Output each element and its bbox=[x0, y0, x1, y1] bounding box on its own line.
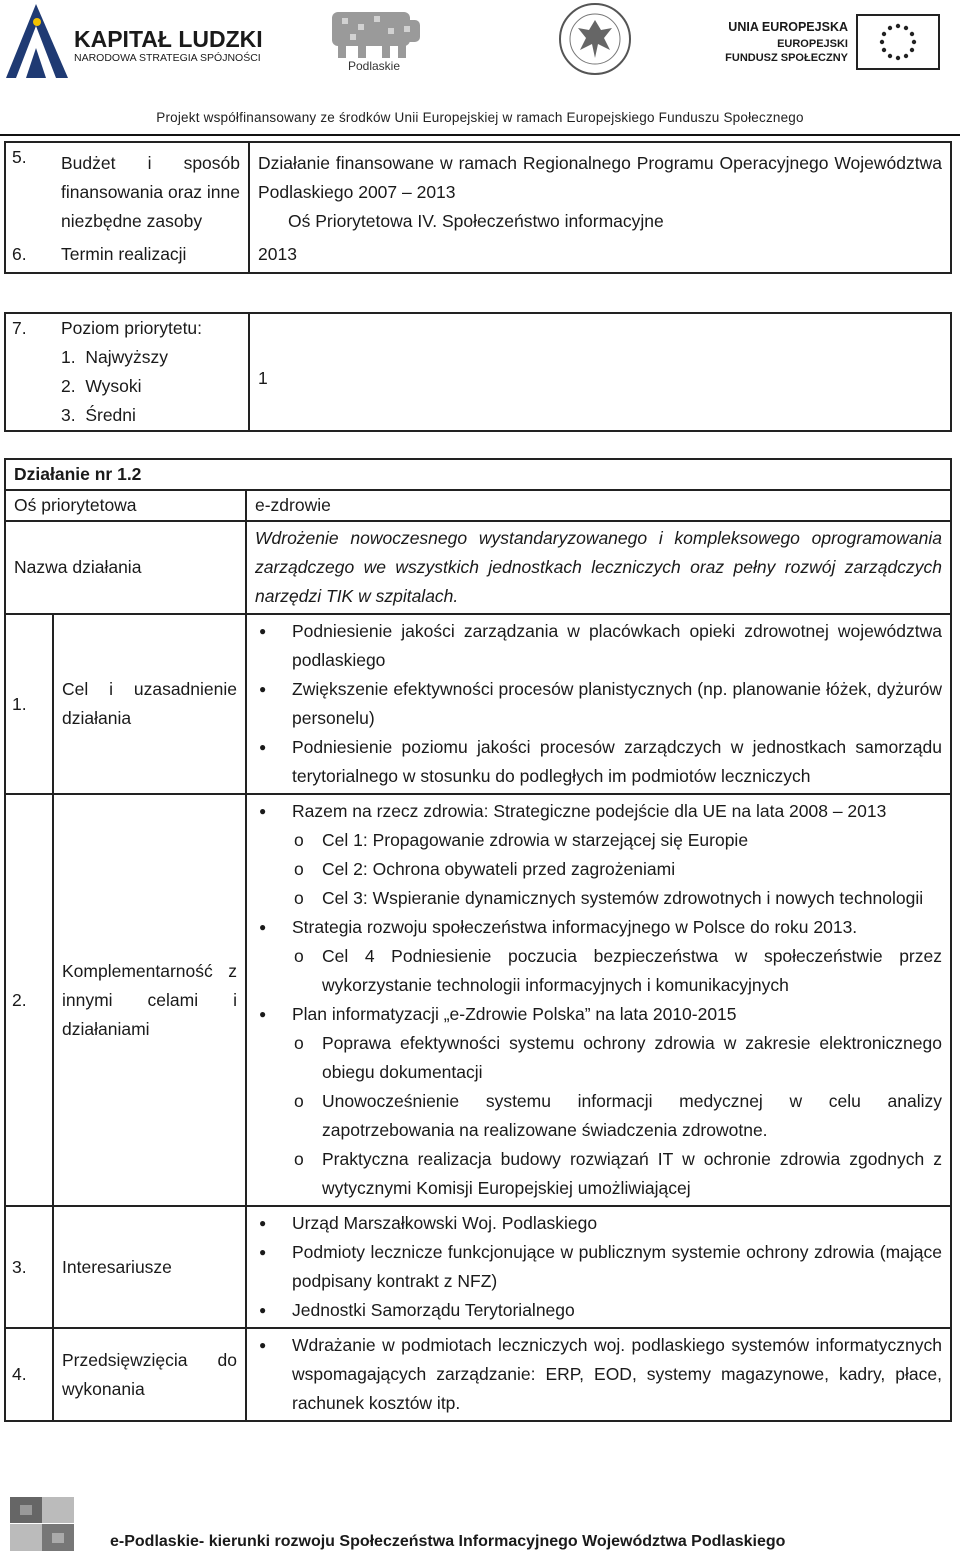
table-row bbox=[5, 614, 951, 794]
eu-line2: EUROPEJSKI bbox=[777, 38, 848, 50]
name-value: Wdrożenie nowoczesnego wystandaryzowanego i kompleksowego oprogramowania zarządczego we wszystkich jednostkach leczniczych oraz pełny rozwój zarządczych narzędzi TIK w szpitalach. bbox=[246, 521, 951, 614]
priority-label: Poziom priorytetu: bbox=[61, 318, 203, 338]
row-value: 2013 bbox=[249, 236, 951, 273]
kapital-ludzki-emblem-icon bbox=[6, 4, 68, 78]
axis-value: e-zdrowie bbox=[246, 490, 951, 521]
cofinancing-caption: Projekt współfinansowany ze środków Unii Europejskiej w ramach Europejskiego Funduszu Społecznego bbox=[156, 110, 804, 125]
sub-list-text: Praktyczna realizacja budowy rozwiązań IT w ochronie zdrowia zgodnych z wytycznymi Komisji Europejskiej umożliwiającej bbox=[322, 1149, 942, 1198]
table-row bbox=[5, 236, 951, 273]
sub-marker: o bbox=[294, 859, 304, 879]
row-label: Budżet i sposób finansowania oraz inne niezbędne zasoby bbox=[53, 142, 249, 236]
row-label: Komplementarność z innymi celami i działaniami bbox=[53, 794, 246, 1206]
sub-list-item bbox=[255, 855, 942, 884]
list-item: ● Zwiększenie efektywności procesów planistycznych (np. planowanie łóżek, dyżurów personelu) bbox=[255, 675, 942, 733]
sub-list-text: Cel 2: Ochrona obywateli przed zagrożeniami bbox=[322, 859, 676, 879]
sub-marker: o bbox=[294, 888, 304, 908]
sub-marker: o bbox=[294, 1149, 304, 1169]
budget-axis-text: Oś Priorytetowa IV. Społeczeństwo informacyjne bbox=[288, 211, 664, 231]
table-row bbox=[5, 794, 951, 1206]
row-number: 7. bbox=[5, 313, 53, 431]
sub-list-item bbox=[255, 826, 942, 855]
sub-list-item bbox=[255, 1145, 942, 1203]
sub-list-item bbox=[255, 1087, 942, 1145]
footer-text: e-Podlaskie- kierunki rozwoju Społeczeństwa Informacyjnego Województwa Podlaskiego bbox=[110, 1533, 786, 1550]
row-number: 1. bbox=[5, 614, 53, 794]
priority-option: 1. Najwyższy bbox=[61, 347, 168, 367]
budget-text: Działanie finansowane w ramach Regionalnego Programu Operacyjnego Województwa Podlaskiego 2007 – 2013 bbox=[258, 153, 942, 202]
row-label: Termin realizacji bbox=[53, 236, 249, 273]
table-row bbox=[5, 1328, 951, 1421]
row-content bbox=[246, 614, 951, 794]
row-label: Przedsięwzięcia do wykonania bbox=[53, 1328, 246, 1421]
sub-marker: o bbox=[294, 1091, 304, 1111]
action-table bbox=[4, 458, 952, 1422]
row-content bbox=[246, 1206, 951, 1328]
sub-list-item bbox=[255, 884, 942, 913]
sub-list-text: Cel 1: Propagowanie zdrowia w starzejącej się Europie bbox=[322, 830, 749, 850]
list-item: ● Wdrażanie w podmiotach leczniczych woj. podlaskiego systemów informatycznych wspomagających zarządzanie: ERP, EOD, systemy magazynowe, kadry, płace, rachunek kosztów itp. bbox=[255, 1331, 942, 1418]
table-row bbox=[5, 521, 951, 614]
eu-flag-icon bbox=[856, 14, 940, 70]
list-item: ● Podmioty lecznicze funkcjonujące w publicznym systemie ochrony zdrowia (mające podpisany kontrakt z NFZ) bbox=[255, 1238, 942, 1296]
row-content bbox=[246, 794, 951, 1206]
eu-line1: UNIA EUROPEJSKA bbox=[728, 20, 848, 34]
sub-list-text: Cel 4 Podniesienie poczucia bezpieczeństwa w społeczeństwie przez wykorzystanie technologii informacyjnych i komunikacyjnych bbox=[322, 946, 942, 995]
priority-option: 3. Średni bbox=[61, 405, 136, 425]
eu-line3: FUNDUSZ SPOŁECZNY bbox=[725, 52, 848, 64]
sub-list-item bbox=[255, 942, 942, 1000]
podlaskie-logo bbox=[318, 4, 430, 74]
row-number: 2. bbox=[5, 794, 53, 1206]
sub-list-text: Poprawa efektywności systemu ochrony zdrowia w zakresie elektronicznego obiegu dokumentacji bbox=[322, 1033, 942, 1082]
sub-list-item bbox=[255, 1029, 942, 1087]
priority-option: 2. Wysoki bbox=[61, 376, 142, 396]
sub-list-text: Cel 3: Wspieranie dynamicznych systemów zdrowotnych i nowych technologii bbox=[322, 888, 924, 908]
priority-value: 1 bbox=[249, 313, 951, 431]
row-number: 3. bbox=[5, 1206, 53, 1328]
table-row bbox=[5, 459, 951, 490]
sub-marker: o bbox=[294, 1033, 304, 1053]
row-label: Interesariusze bbox=[53, 1206, 246, 1328]
row-number: 5. bbox=[5, 142, 53, 236]
kapital-ludzki-logo bbox=[6, 4, 263, 78]
table-row bbox=[5, 313, 951, 431]
list-item: ● Urząd Marszałkowski Woj. Podlaskiego bbox=[255, 1209, 942, 1238]
row-content bbox=[246, 1328, 951, 1421]
header-divider bbox=[0, 134, 960, 136]
list-item: ● Podniesienie poziomu jakości procesów zarządczych w jednostkach samorządu terytorialnego w stosunku do podległych im podmiotów leczniczych bbox=[255, 733, 942, 791]
list-item: ● Podniesienie jakości zarządzania w placówkach opieki zdrowotnej województwa podlaskiego bbox=[255, 617, 942, 675]
kapital-ludzki-title: KAPITAŁ LUDZKI bbox=[74, 26, 263, 52]
table-row bbox=[5, 1206, 951, 1328]
priority-table bbox=[4, 312, 952, 432]
kapital-ludzki-subtitle: NARODOWA STRATEGIA SPÓJNOŚCI bbox=[74, 52, 261, 64]
table-row bbox=[5, 490, 951, 521]
list-item: ● Razem na rzecz zdrowia: Strategiczne podejście dla UE na lata 2008 – 2013 bbox=[255, 797, 942, 826]
row-number: 4. bbox=[5, 1328, 53, 1421]
bison-icon bbox=[318, 4, 430, 60]
sub-marker: o bbox=[294, 946, 304, 966]
eagle-seal-icon bbox=[558, 2, 632, 76]
sub-marker: o bbox=[294, 830, 304, 850]
row-label: Cel i uzasadnienie działania bbox=[53, 614, 246, 794]
list-item: ● Strategia rozwoju społeczeństwa informacyjnego w Polsce do roku 2013. bbox=[255, 913, 942, 942]
row-number: 6. bbox=[5, 236, 53, 273]
table-row bbox=[5, 142, 951, 236]
footer-emblem-icon bbox=[10, 1497, 74, 1551]
sub-list-text: Unowocześnienie systemu informacji medycznej w celu analizy zapotrzebowania na realizowane świadczenia zdrowotne. bbox=[322, 1091, 942, 1140]
axis-label: Oś priorytetowa bbox=[5, 490, 246, 521]
top-info-table bbox=[4, 141, 952, 274]
eu-logo bbox=[725, 10, 940, 74]
list-item: ● Plan informatyzacji „e-Zdrowie Polska” na lata 2010-2015 bbox=[255, 1000, 942, 1029]
row-label bbox=[53, 313, 249, 431]
list-item: ● Jednostki Samorządu Terytorialnego bbox=[255, 1296, 942, 1325]
podlaskie-label: Podlaskie bbox=[347, 59, 401, 73]
row-value bbox=[249, 142, 951, 236]
action-title: Działanie nr 1.2 bbox=[5, 459, 951, 490]
name-label: Nazwa działania bbox=[5, 521, 246, 614]
